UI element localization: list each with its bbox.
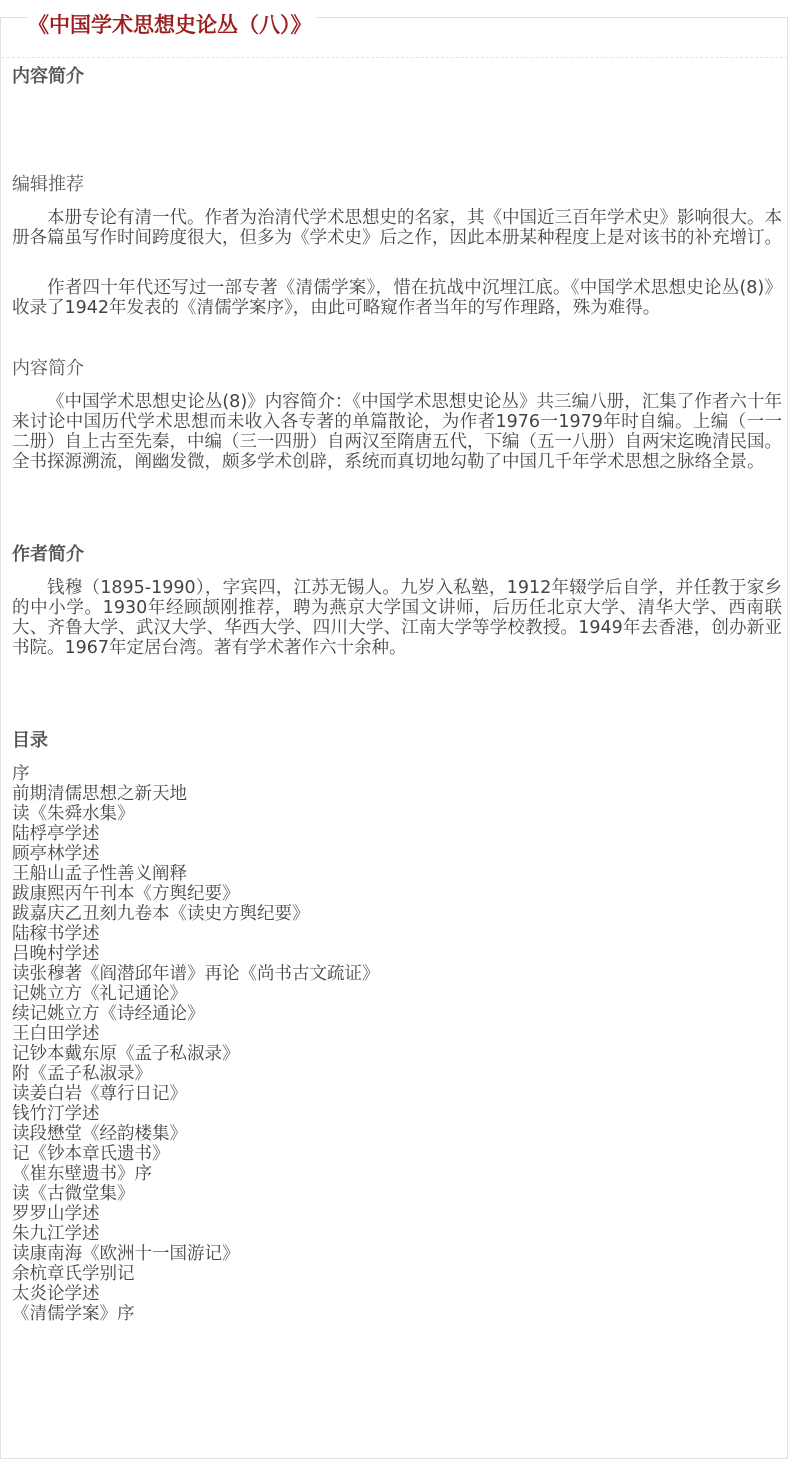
summary-paragraph: 《中国学术思想史论丛(8)》内容简介：《中国学术思想史论丛》共三编八册，汇集了作者六十年来讨论中国历代学术思想而未收入各专著的单篇散论，为作者1976一1979年时自编。上编（一一二册）自上古至先秦，中编（三一四册）自两汉至隋唐五代，下编（五一八册）自两宋迄晚清民国。全书探源溯流，阐幽发微，颇多学术创辟，系统而真切地勾勒了中国几千年学术思想之脉络全景。 bbox=[12, 392, 782, 472]
toc-item: 吕晚村学述 bbox=[12, 944, 100, 964]
toc-list bbox=[12, 764, 782, 1324]
toc-item: 罗罗山学述 bbox=[12, 1204, 100, 1224]
author-paragraph: 钱穆（1895-1990），字宾四，江苏无锡人。九岁入私塾，1912年辍学后自学，并任教于家乡的中小学。1930年经顾颉刚推荐，聘为燕京大学国文讲师，后历任北京大学、清华大学、西南联大、齐鲁大学、武汉大学、华西大学、四川大学、江南大学等学校教授。1949年去香港，创办新亚书院。1967年定居台湾。著有学术著作六十余种。 bbox=[12, 578, 782, 658]
toc-item: 《崔东壁遗书》序 bbox=[12, 1164, 152, 1184]
toc-item: 余杭章氏学别记 bbox=[12, 1264, 135, 1284]
editor-paragraph: 作者四十年代还写过一部专著《清儒学案》，惜在抗战中沉埋江底。《中国学术思想史论丛(8)》收录了1942年发表的《清儒学案序》，由此可略窥作者当年的写作理路，殊为难得。 bbox=[12, 278, 782, 318]
toc-item: 续记姚立方《诗经通论》 bbox=[12, 1004, 205, 1024]
title-divider bbox=[2, 57, 788, 58]
author-heading: 作者简介 bbox=[12, 544, 84, 565]
toc-item: 记钞本戴东原《孟子私淑录》 bbox=[12, 1044, 240, 1064]
toc-item: 读《古微堂集》 bbox=[12, 1184, 135, 1204]
toc-item: 前期清儒思想之新天地 bbox=[12, 784, 187, 804]
toc-item: 记姚立方《礼记通论》 bbox=[12, 984, 187, 1004]
toc-item: 钱竹汀学述 bbox=[12, 1104, 100, 1124]
toc-item: 《清儒学案》序 bbox=[12, 1304, 135, 1324]
editor-recommend-heading: 编辑推荐 bbox=[12, 174, 84, 195]
editor-paragraph: 本册专论有清一代。作者为治清代学术思想史的名家，其《中国近三百年学术史》影响很大。本册各篇虽写作时间跨度很大，但多为《学术史》后之作，因此本册某种程度上是对该书的补充增订。 bbox=[12, 208, 782, 248]
toc-item: 序 bbox=[12, 764, 30, 784]
intro-heading: 内容简介 bbox=[12, 66, 84, 87]
toc-item: 太炎论学述 bbox=[12, 1284, 100, 1304]
toc-item: 陆稼书学述 bbox=[12, 924, 100, 944]
toc-item: 跋嘉庆乙丑刻九卷本《读史方舆纪要》 bbox=[12, 904, 310, 924]
intro-spacer bbox=[12, 94, 782, 168]
toc-heading: 目录 bbox=[12, 730, 48, 751]
toc-item: 读张穆著《阎潜邱年谱》再论《尚书古文疏证》 bbox=[12, 964, 380, 984]
toc-item: 读姜白岩《尊行日记》 bbox=[12, 1084, 187, 1104]
toc-item: 跋康熙丙午刊本《方舆纪要》 bbox=[12, 884, 240, 904]
toc-item: 陆桴亭学述 bbox=[12, 824, 100, 844]
toc-item: 王白田学述 bbox=[12, 1024, 100, 1044]
toc-item: 记《钞本章氏遗书》 bbox=[12, 1144, 170, 1164]
summary-heading: 内容简介 bbox=[12, 358, 84, 379]
toc-item: 读康南海《欧洲十一国游记》 bbox=[12, 1244, 240, 1264]
toc-item: 顾亭林学述 bbox=[12, 844, 100, 864]
book-title: 《中国学术思想史论丛（八）》 bbox=[28, 10, 316, 40]
toc-item: 朱九江学述 bbox=[12, 1224, 100, 1244]
book-description bbox=[12, 60, 782, 1324]
toc-item: 附《孟子私淑录》 bbox=[12, 1064, 152, 1084]
toc-item: 读《朱舜水集》 bbox=[12, 804, 135, 824]
toc-item: 读段懋堂《经韵楼集》 bbox=[12, 1124, 187, 1144]
toc-item: 王船山孟子性善义阐释 bbox=[12, 864, 187, 884]
